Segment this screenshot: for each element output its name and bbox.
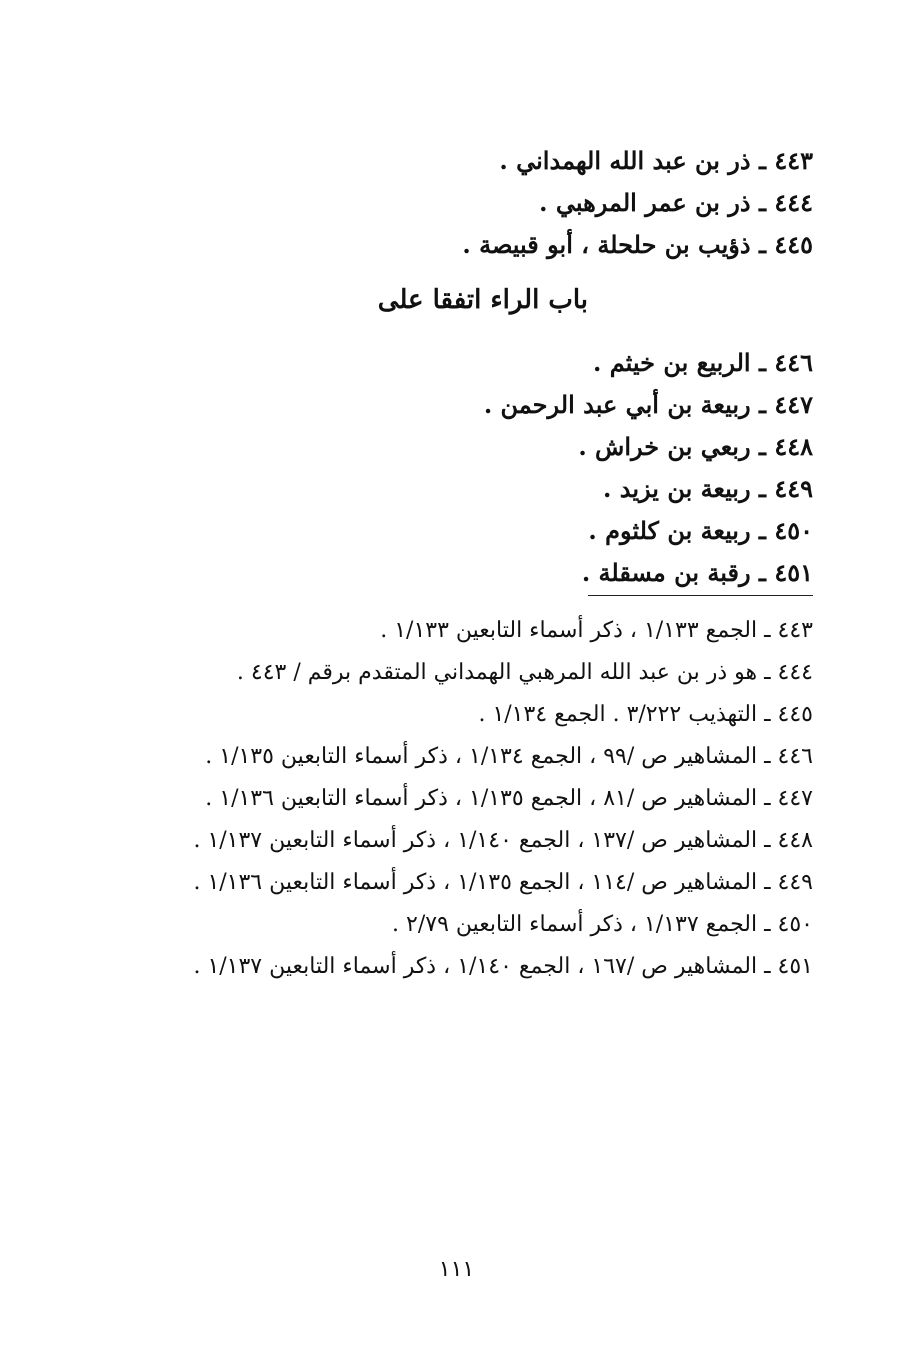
footnote-445: ٤٤٥ ـ التهذيب ٣/٢٢٢ . الجمع ١/١٣٤ . — [478, 702, 813, 727]
entry-444: ٤٤٤ ـ ذر بن عمر المرهبي . — [539, 188, 813, 217]
footnote-444: ٤٤٤ ـ هو ذر بن عبد الله المرهبي الهمداني المتقدم برقم / ٤٤٣ . — [236, 660, 813, 685]
entries-list — [253, 140, 813, 594]
entry-447: ٤٤٧ ـ ربيعة بن أبي عبد الرحمن . — [483, 390, 813, 419]
footnote-449: ٤٤٩ ـ المشاهير ص /١١٤ ، الجمع ١/١٣٥ ، ذكر أسماء التابعين ١/١٣٦ . — [193, 870, 813, 895]
entry-448: ٤٤٨ ـ ربعي بن خراش . — [578, 432, 813, 461]
entry-443: ٤٤٣ ـ ذر بن عبد الله الهمداني . — [499, 146, 813, 175]
entry-449: ٤٤٩ ـ ربيعة بن يزيد . — [603, 474, 813, 503]
entry-445: ٤٤٥ ـ ذؤيب بن حلحلة ، أبو قبيصة . — [462, 230, 813, 259]
footnote-divider — [588, 595, 813, 596]
footnote-446: ٤٤٦ ـ المشاهير ص /٩٩ ، الجمع ١/١٣٤ ، ذكر أسماء التابعين ١/١٣٥ . — [205, 744, 813, 769]
footnote-443: ٤٤٣ ـ الجمع ١/١٣٣ ، ذكر أسماء التابعين ١/١٣٣ . — [380, 618, 813, 643]
entry-450: ٤٥٠ ـ ربيعة بن كلثوم . — [588, 516, 813, 545]
footnote-451: ٤٥١ ـ المشاهير ص /١٦٧ ، الجمع ١/١٤٠ ، ذكر أسماء التابعين ١/١٣٧ . — [193, 954, 813, 979]
page-number: ١١١ — [438, 1257, 475, 1282]
section-heading: باب الراء اتفقا على — [377, 285, 588, 315]
footnote-450: ٤٥٠ ـ الجمع ١/١٣٧ ، ذكر أسماء التابعين ٢/٧٩ . — [392, 912, 813, 937]
entry-446: ٤٤٦ ـ الربيع بن خيثم . — [593, 348, 813, 377]
footnote-448: ٤٤٨ ـ المشاهير ص /١٣٧ ، الجمع ١/١٤٠ ، ذكر أسماء التابعين ١/١٣٧ . — [193, 828, 813, 853]
entry-451: ٤٥١ ـ رقبة بن مسقلة . — [581, 558, 813, 587]
footnotes — [133, 610, 813, 988]
footnote-447: ٤٤٧ ـ المشاهير ص /٨١ ، الجمع ١/١٣٥ ، ذكر أسماء التابعين ١/١٣٦ . — [205, 786, 813, 811]
